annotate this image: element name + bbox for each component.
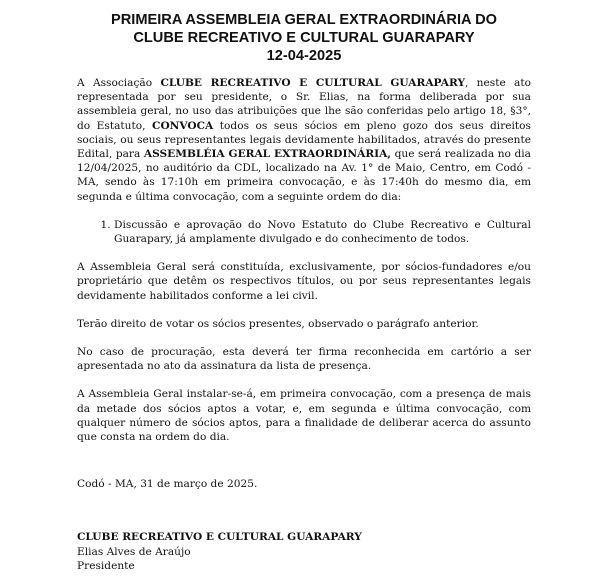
title-line-2: CLUBE RECREATIVO E CULTURAL GUARAPARY xyxy=(133,30,475,46)
agenda-list xyxy=(77,218,531,246)
title-date: 12-04-2025 xyxy=(266,48,342,64)
signature-role: Presidente xyxy=(77,559,135,572)
paragraph-proxy: No caso de procuração, esta deverá ter firma reconhecida em cartório a ser apresentada no ato da assinatura da lista de presença. xyxy=(77,346,531,373)
document-page xyxy=(77,0,531,573)
intro-text-1: A Associação xyxy=(77,77,161,89)
signature-block xyxy=(77,530,531,573)
agenda-item: 1. Discussão e aprovação do Novo Estatuto do Clube Recreativo e Cultural Guarapary, já amplamente divulgado e do conhecimento de todos. xyxy=(114,218,531,246)
paragraph-voting-rights: Terão direito de votar os sócios presentes, observado o parágrafo anterior. xyxy=(77,317,479,330)
document-title xyxy=(77,11,531,65)
intro-text-2: , neste ato representada por seu presidente, o Sr. Elias, na forma deliberada por sua assembleia geral, no uso das atribuições que lhe são conferidas pelo artigo 18, §3°, do Estatuto, xyxy=(77,77,531,132)
signature-org: CLUBE RECREATIVO E CULTURAL GUARAPARY xyxy=(77,531,362,544)
closing-date: Codó - MA, 31 de março de 2025. xyxy=(77,478,258,491)
assembly-keyword: ASSEMBLÉIA GERAL EXTRAORDINÁRIA, xyxy=(143,148,391,161)
title-line-1: PRIMEIRA ASSEMBLEIA GERAL EXTRAORDINÁRIA DO xyxy=(111,12,497,28)
intro-paragraph xyxy=(77,76,531,204)
convoca-keyword: CONVOCA xyxy=(152,119,214,132)
club-name: CLUBE RECREATIVO E CULTURAL GUARAPARY xyxy=(160,77,466,89)
intro-text-4: que será realizada no dia 12/04/2025, no auditório da CDL, localizado na Av. 1° de Maio, Centro, em Codó - MA, sendo às 17:10h em primeira convocação, e às 17:40h do mesmo dia, em segunda e última convocação, com a seguinte ordem do dia: xyxy=(77,148,531,203)
paragraph-constitution: A Assembleia Geral será constituída, exclusivamente, por sócios-fundadores e/ou proprietário que detêm os respectivos títulos, ou por seus representantes legais devidamente habilitados conforme a lei civil. xyxy=(77,261,531,302)
signature-name: Elias Alves de Araújo xyxy=(77,545,191,558)
intro-text-3: todos os seus sócios em pleno gozo dos seus direitos sociais, ou seus representantes legais devidamente habilitados, através do presente Edital, para xyxy=(77,119,531,161)
paragraph-quorum: A Assembleia Geral instalar-se-á, em primeira convocação, com a presença de mais da metade dos sócios aptos a votar, e, em segunda e última convocação, com qualquer número de sócios aptos, para a finalidade de deliberar acerca do assunto que consta na ordem do dia. xyxy=(77,388,531,444)
